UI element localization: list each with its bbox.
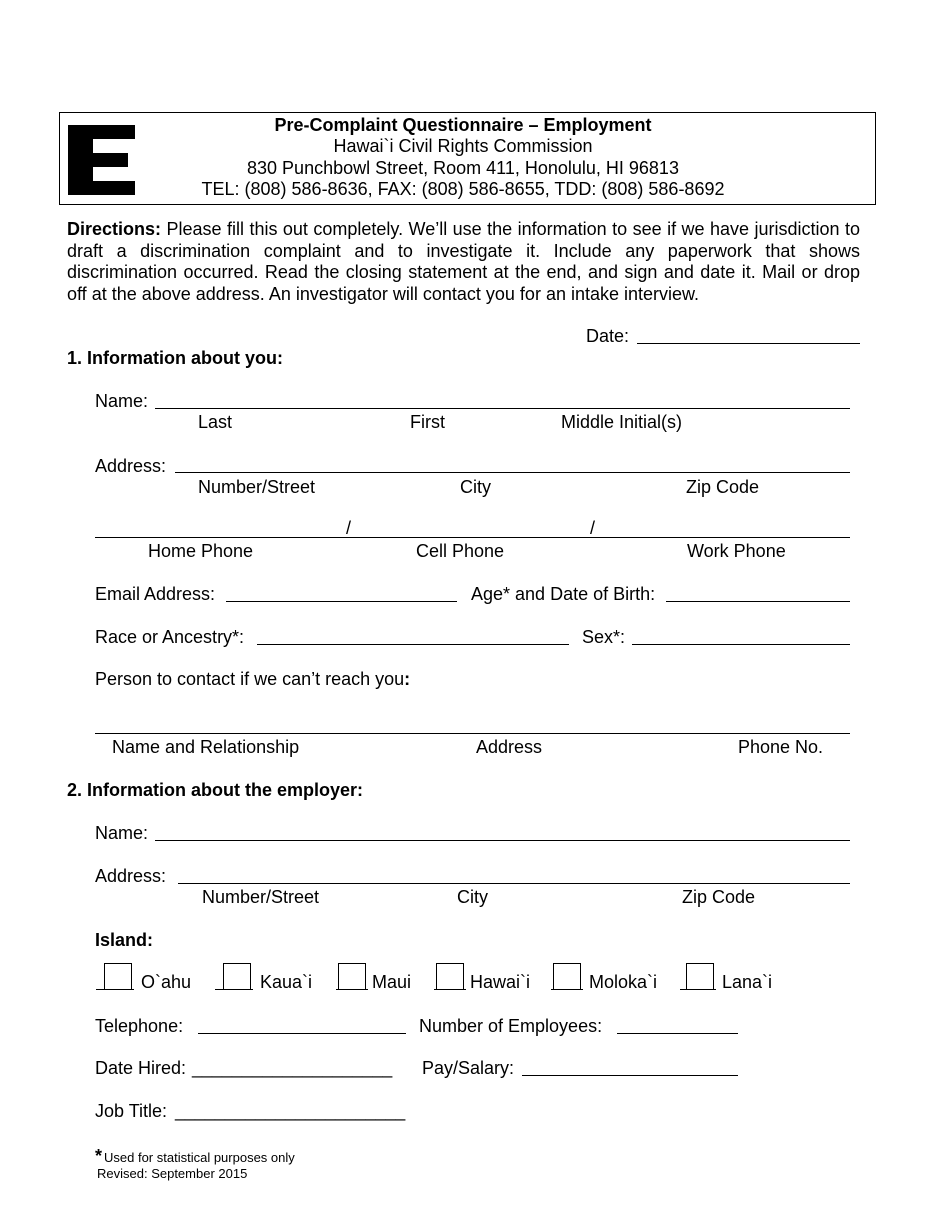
- date-label: Date:: [586, 326, 630, 346]
- checkbox-oahu[interactable]: [104, 963, 132, 989]
- sub-contact-address: Address: [476, 737, 543, 757]
- email-label: Email Address:: [95, 584, 216, 604]
- phone-field[interactable]: [95, 537, 850, 538]
- employees-field[interactable]: [617, 1033, 738, 1034]
- job-title-field[interactable]: _______________________: [175, 1101, 406, 1121]
- employees-label: Number of Employees:: [419, 1016, 603, 1036]
- employer-sub-city: City: [457, 887, 488, 907]
- race-field[interactable]: [257, 644, 569, 645]
- form-title: Pre-Complaint Questionnaire – Employment: [274, 115, 652, 135]
- checkbox-kauai[interactable]: [223, 963, 251, 989]
- employer-address-label: Address:: [95, 866, 167, 886]
- checkbox-molokai-underline: [551, 989, 583, 990]
- island-molokai-label: Moloka`i: [589, 972, 658, 992]
- footnote-asterisk: *: [95, 1146, 103, 1166]
- island-oahu-label: O`ahu: [141, 972, 192, 992]
- island-label: Island:: [95, 930, 154, 950]
- sex-label: Sex*:: [582, 627, 626, 647]
- sub-work-phone: Work Phone: [687, 541, 786, 561]
- sub-middle: Middle Initial(s): [561, 412, 683, 432]
- phone-sep-2: /: [590, 518, 596, 538]
- section2-heading: 2. Information about the employer:: [67, 780, 364, 800]
- telephone-label: Telephone:: [95, 1016, 184, 1036]
- date-hired-label: Date Hired:: [95, 1058, 187, 1078]
- checkbox-oahu-underline: [96, 989, 134, 990]
- employer-sub-number-street: Number/Street: [202, 887, 320, 907]
- checkbox-lanai[interactable]: [686, 963, 714, 989]
- sub-zip: Zip Code: [686, 477, 760, 497]
- contact-field[interactable]: [95, 733, 850, 734]
- sub-name-relationship: Name and Relationship: [112, 737, 300, 757]
- date-field[interactable]: [637, 343, 860, 344]
- sub-first: First: [410, 412, 445, 432]
- contact-label: [95, 669, 410, 690]
- directions: [67, 219, 860, 305]
- contact-label-colon: :: [404, 669, 411, 689]
- sex-field[interactable]: [632, 644, 850, 645]
- your-address-label: Address:: [95, 456, 167, 476]
- island-lanai-label: Lana`i: [722, 972, 773, 992]
- agency-name: Hawai`i Civil Rights Commission: [333, 136, 593, 156]
- age-field[interactable]: [666, 601, 850, 602]
- section1-heading: 1. Information about you:: [67, 348, 283, 368]
- sub-number-street: Number/Street: [198, 477, 316, 497]
- checkbox-hawaii-underline: [434, 989, 466, 990]
- agency-phones: TEL: (808) 586-8636, FAX: (808) 586-8655, TDD: (808) 586-8692: [201, 179, 725, 199]
- pay-field[interactable]: [522, 1075, 738, 1076]
- island-kauai-label: Kaua`i: [260, 972, 313, 992]
- checkbox-molokai[interactable]: [553, 963, 581, 989]
- date-hired-field[interactable]: ____________________: [192, 1058, 393, 1078]
- sub-last: Last: [198, 412, 233, 432]
- sub-phone-no: Phone No.: [738, 737, 824, 757]
- checkbox-maui[interactable]: [338, 963, 366, 989]
- your-name-field[interactable]: [155, 408, 850, 409]
- employer-name-label: Name:: [95, 823, 149, 843]
- employer-sub-zip: Zip Code: [682, 887, 756, 907]
- employer-name-field[interactable]: [155, 840, 850, 841]
- letter-e-logo: [68, 125, 135, 195]
- race-label: Race or Ancestry*:: [95, 627, 245, 647]
- directions-text: Please fill this out completely. We’ll use the information to see if we have jurisdiction to draft a discrimination complaint and to investigate it. Include any paperwork that shows discrimination occurred. Read the closing statement at the end, and sign and date it. Mail or drop off at the above address. An investigator will contact you for an intake interview.: [67, 219, 860, 304]
- checkbox-maui-underline: [336, 989, 368, 990]
- island-hawaii-label: Hawai`i: [470, 972, 531, 992]
- phone-sep-1: /: [346, 518, 352, 538]
- your-address-field[interactable]: [175, 472, 850, 473]
- email-field[interactable]: [226, 601, 457, 602]
- checkbox-lanai-underline: [680, 989, 716, 990]
- job-title-label: Job Title:: [95, 1101, 168, 1121]
- sub-city: City: [460, 477, 491, 497]
- telephone-field[interactable]: [198, 1033, 406, 1034]
- sub-cell-phone: Cell Phone: [416, 541, 505, 561]
- footnote-text: Used for statistical purposes only: [104, 1150, 295, 1165]
- contact-label-text: Person to contact if we can’t reach you: [95, 669, 405, 689]
- revised-date: Revised: September 2015: [97, 1166, 248, 1181]
- pay-label: Pay/Salary:: [422, 1058, 515, 1078]
- sub-home-phone: Home Phone: [148, 541, 254, 561]
- island-maui-label: Maui: [372, 972, 412, 992]
- your-name-label: Name:: [95, 391, 149, 411]
- checkbox-hawaii[interactable]: [436, 963, 464, 989]
- age-label: Age* and Date of Birth:: [471, 584, 656, 604]
- directions-label: Directions:: [67, 219, 162, 239]
- employer-address-field[interactable]: [178, 883, 850, 884]
- agency-address: 830 Punchbowl Street, Room 411, Honolulu, HI 96813: [247, 158, 679, 178]
- checkbox-kauai-underline: [215, 989, 253, 990]
